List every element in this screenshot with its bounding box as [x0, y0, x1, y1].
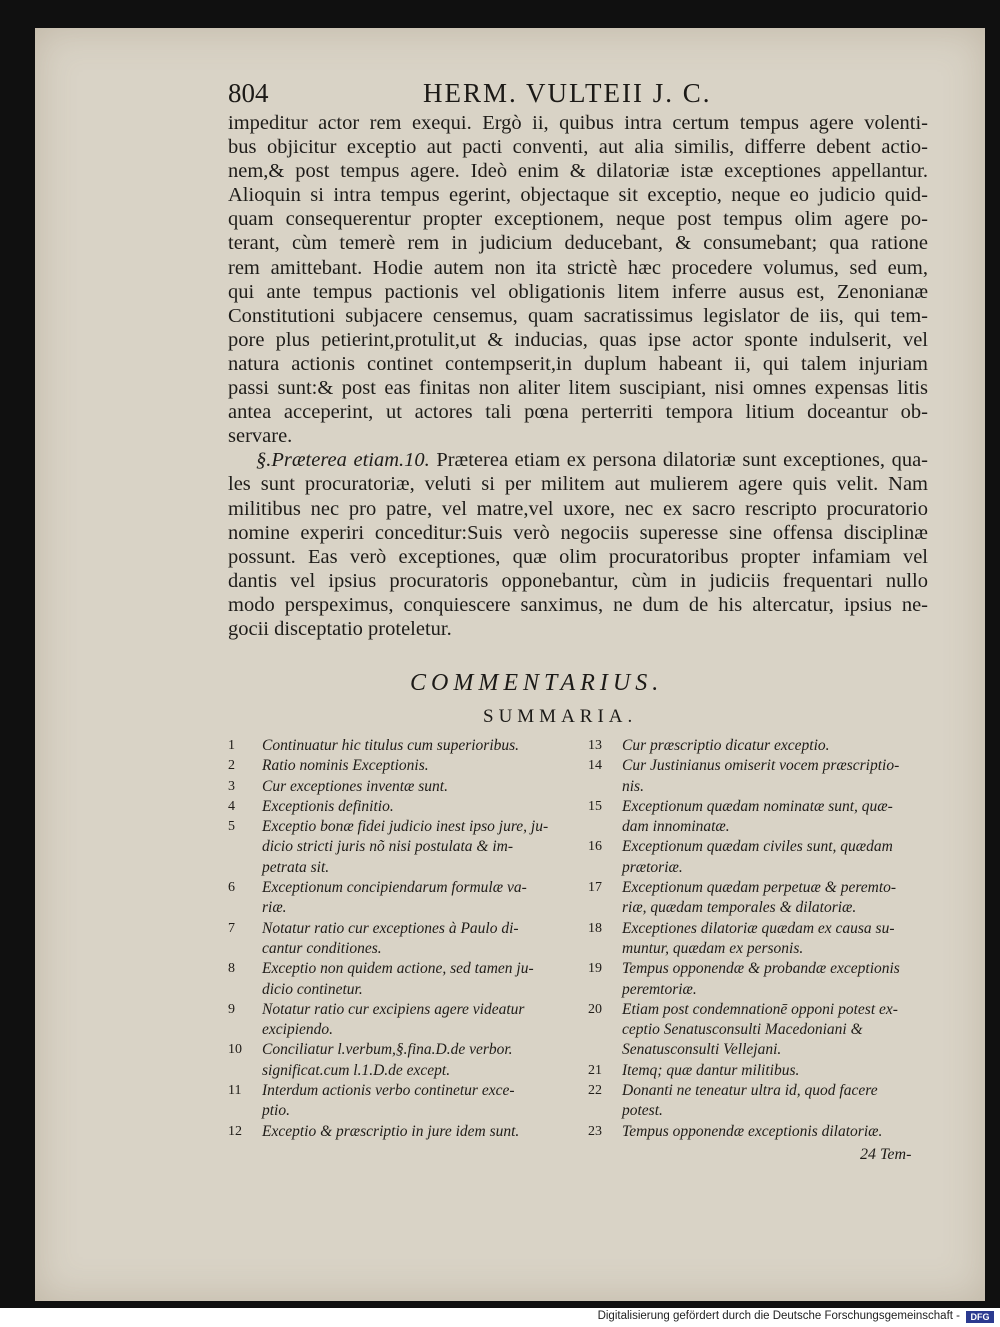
text-line: nomine experiri conceditur:Suis verò negociis superesse sine offensa disciplinæ [228, 521, 928, 544]
catchword: 24 Tem- [860, 1146, 912, 1163]
summary-entry [588, 1061, 933, 1081]
summary-entry-text: prætoriæ. [622, 858, 683, 876]
summary-entry [588, 959, 933, 1000]
summary-entry-number: 10 [228, 1042, 242, 1058]
summary-entry-number: 4 [228, 798, 235, 814]
text-line: militibus nec pro patre, vel matre,vel uxore, nec ex sacro rescripto procuratorio [228, 497, 928, 520]
summary-entry-number: 9 [228, 1001, 235, 1017]
summary-entry-text: Exceptiones dilatoriæ quædam ex causa su- [622, 919, 895, 937]
summary-entry-number: 5 [228, 819, 235, 835]
summaria-left-column [228, 736, 573, 1142]
text-line: Constitutioni subjacere censemus, quam sacratissimus legislator de iis, qui tem- [228, 304, 928, 327]
summaria-title: SUMMARIA. [483, 706, 638, 727]
summary-entry-number: 23 [588, 1123, 602, 1139]
summary-entry-number: 18 [588, 920, 602, 936]
summary-entry-number: 1 [228, 738, 235, 753]
summary-entry-number: 21 [588, 1062, 602, 1078]
summary-entry [228, 1000, 573, 1041]
summary-entry [588, 736, 933, 756]
summary-entry-text: Ratio nominis Exceptionis. [262, 757, 429, 775]
summary-entry-text: dam innominatæ. [622, 818, 730, 836]
footer-credit: Digitalisierung gefördert durch die Deutsche Forschungsgemeinschaft - [597, 1310, 960, 1322]
summaria-right-column [588, 736, 933, 1142]
summary-entry-text: Cur exceptiones inventæ sunt. [262, 777, 448, 795]
commentary-title: COMMENTARIUS. [410, 670, 664, 696]
summary-entry [228, 919, 573, 960]
text-line: possunt. Eas verò exceptiones, quæ olim procuratoribus propter infamiam vel [228, 545, 928, 568]
summary-entry-text: nis. [622, 777, 644, 795]
summary-entry-text: Exceptionum concipiendarum formulæ va- [262, 879, 527, 897]
summary-entry [228, 777, 573, 797]
summary-entry [228, 1122, 573, 1142]
summary-entry [228, 797, 573, 817]
summary-entry-text: Exceptionum quædam civiles sunt, quædam [622, 838, 893, 856]
page-header [228, 78, 768, 112]
summary-entry-text: Exceptio non quidem actione, sed tamen ju- [262, 960, 534, 978]
text-line: terant, cùm temerè rem in judicium deducebant, & consumebant; qua ratione [228, 232, 928, 255]
summary-entry-text: Cur Justinianus omiserit vocem præscriptio- [622, 757, 900, 775]
summary-entry-text: peremtoriæ. [622, 980, 697, 998]
summary-entry [228, 756, 573, 776]
summary-entry-text: Notatur ratio cur exceptiones à Paulo di- [262, 919, 519, 937]
summary-entry-text: petrata sit. [262, 858, 330, 876]
summary-entry [588, 837, 933, 878]
summary-entry-number: 20 [588, 1001, 602, 1017]
text-line: servare. [228, 425, 293, 448]
summary-entry-text: excipiendo. [262, 1021, 334, 1039]
main-text [228, 111, 928, 641]
summary-entry-text: ceptio Senatusconsulti Macedoniani & [622, 1021, 863, 1039]
summary-entry [588, 797, 933, 838]
paragraph-2-first-line [228, 448, 928, 472]
summary-entry-number: 8 [228, 961, 235, 977]
summary-entry-text: Conciliatur l.verbum,§.fina.D.de verbor. [262, 1041, 513, 1059]
dfg-logo: DFG [966, 1311, 994, 1323]
summary-entry [588, 1081, 933, 1122]
summary-entry-number: 13 [588, 738, 602, 753]
summary-entry-text: dicio stricti juris nõ nisi postulata & im- [262, 838, 514, 856]
summary-entry-number: 12 [228, 1123, 242, 1139]
summary-entry-text: Etiam post condemnationē opponi potest ex- [622, 1000, 898, 1018]
text-line: nem,& post tempus agere. Ideò enim & dilatoriæ istæ exceptiones appellantur. [228, 160, 928, 183]
summary-entry-number: 6 [228, 880, 235, 896]
text-line: natura actionis continet contempserit,in duplum habeant ii, qui talem injuriam [228, 352, 928, 375]
summary-entry [588, 878, 933, 919]
summary-entry-number: 7 [228, 920, 235, 936]
summary-entry [228, 1081, 573, 1122]
summary-entry-number: 22 [588, 1083, 602, 1099]
page-number: 804 [228, 78, 269, 108]
summary-entry-text: potest. [622, 1102, 663, 1120]
summary-entry-text: Interdum actionis verbo continetur exce- [262, 1082, 515, 1100]
summary-entry-text: Itemq; quæ dantur militibus. [622, 1061, 800, 1079]
summary-entry-text: significat.cum l.1.D.de except. [262, 1061, 451, 1079]
text-line: les sunt procuratoriæ, veluti si per militem aut mulierem agere quis velit. Nam [228, 473, 928, 496]
summary-entry-number: 14 [588, 758, 602, 774]
summary-entry-text: Senatusconsulti Vellejani. [622, 1041, 782, 1059]
text-line: impeditur actor rem exequi. Ergò ii, quibus intra certum tempus agere volenti- [228, 112, 928, 134]
summary-entry-text: Exceptio bonæ fidei judicio inest ipso jure, ju- [262, 818, 549, 836]
paragraph-2-first-line-text: Præterea etiam ex persona dilatoriæ sunt exceptiones, qua- [429, 449, 928, 472]
summary-entry-number: 16 [588, 839, 602, 855]
paragraph-2 [228, 448, 928, 641]
section-reference: §.Præterea etiam.10. [256, 449, 430, 472]
digitization-footer [0, 1308, 1000, 1327]
summary-entry-number: 15 [588, 798, 602, 814]
text-line: antea acceperint, ut actores tali pœna perterriti tempora litium doceantur ob- [228, 401, 928, 424]
text-line: rem amittebant. Hodie autem non ita strictè hæc procedere volumus, sed eum, [228, 256, 928, 279]
summary-entry-text: Tempus opponendæ exceptionis dilatoriæ. [622, 1122, 883, 1140]
summary-entry-text: ptio. [262, 1102, 290, 1120]
summary-entry [228, 1040, 573, 1081]
paragraph-1 [228, 111, 928, 448]
summary-entry-text: Exceptio & præscriptio in jure idem sunt. [262, 1122, 520, 1140]
summary-entry-number: 3 [228, 778, 235, 794]
summary-entry-text: Continuatur hic titulus cum superioribus. [262, 737, 520, 754]
summary-entry [588, 1000, 933, 1061]
summary-entry [228, 817, 573, 878]
text-line: modo perspeximus, conquiescere sanximus, ne dum de his altercatur, ipsius ne- [228, 593, 928, 616]
summary-entry-number: 11 [228, 1083, 242, 1099]
summary-entry-number: 17 [588, 880, 602, 896]
summary-entry [228, 959, 573, 1000]
summary-entry-text: Exceptionum quædam nominatæ sunt, quæ- [622, 797, 893, 815]
text-line: dantis vel ipsius procuratoris opponebantur, cùm in judiciis frequentari nullo [228, 569, 928, 592]
summary-entry-text: Donanti ne teneatur ultra id, quod facere [622, 1082, 878, 1100]
text-line: Alioquin si intra tempus egerint, objectaque sit exceptio, neque eo judicio quid- [228, 184, 928, 207]
summary-entry-text: Tempus opponendæ & probandæ exceptionis [622, 960, 900, 978]
summary-entry-number: 19 [588, 961, 602, 977]
summary-entry [588, 1122, 933, 1142]
summary-entry-text: dicio continetur. [262, 980, 363, 998]
text-line: quam consequerentur propter exceptionem, neque post tempus olim agere po- [228, 208, 928, 231]
summary-entry-text: Exceptionis definitio. [262, 797, 394, 815]
text-line: gocii disceptatio proteletur. [228, 617, 452, 640]
summary-entry-text: Cur præscriptio dicatur exceptio. [622, 737, 830, 754]
running-title: HERM. VULTEII J. C. [423, 78, 712, 108]
summary-entry-text: muntur, quædam ex personis. [622, 939, 804, 957]
summary-entry [588, 919, 933, 960]
summary-entry-text: cantur conditiones. [262, 939, 382, 957]
text-line: passi sunt:& post eas finitas non aliter litem suscipiant, nisi omnes expensas litis [228, 377, 928, 400]
summary-entry-text: Notatur ratio cur excipiens agere videatur [262, 1000, 525, 1018]
text-line: qui ante tempus pactionis vel obligationis litem inferre ausus est, Zenonianæ [228, 280, 928, 303]
summary-entry-text: riæ. [262, 899, 287, 917]
text-line: bus objicitur exceptio aut pacti conventi, aut alia similis, differre debent actio- [228, 136, 928, 159]
summary-entry [588, 756, 933, 797]
summary-entry [228, 736, 573, 756]
summary-entry-number: 2 [228, 758, 235, 774]
summary-entry [228, 878, 573, 919]
text-line: pore plus petierint,protulit,ut & inducias, quas ipse actor sponte indulserit, vel [228, 328, 928, 351]
summary-entry-text: riæ, quædam temporales & dilatoriæ. [622, 899, 857, 917]
summary-entry-text: Exceptionum quædam perpetuæ & peremto- [622, 879, 897, 897]
